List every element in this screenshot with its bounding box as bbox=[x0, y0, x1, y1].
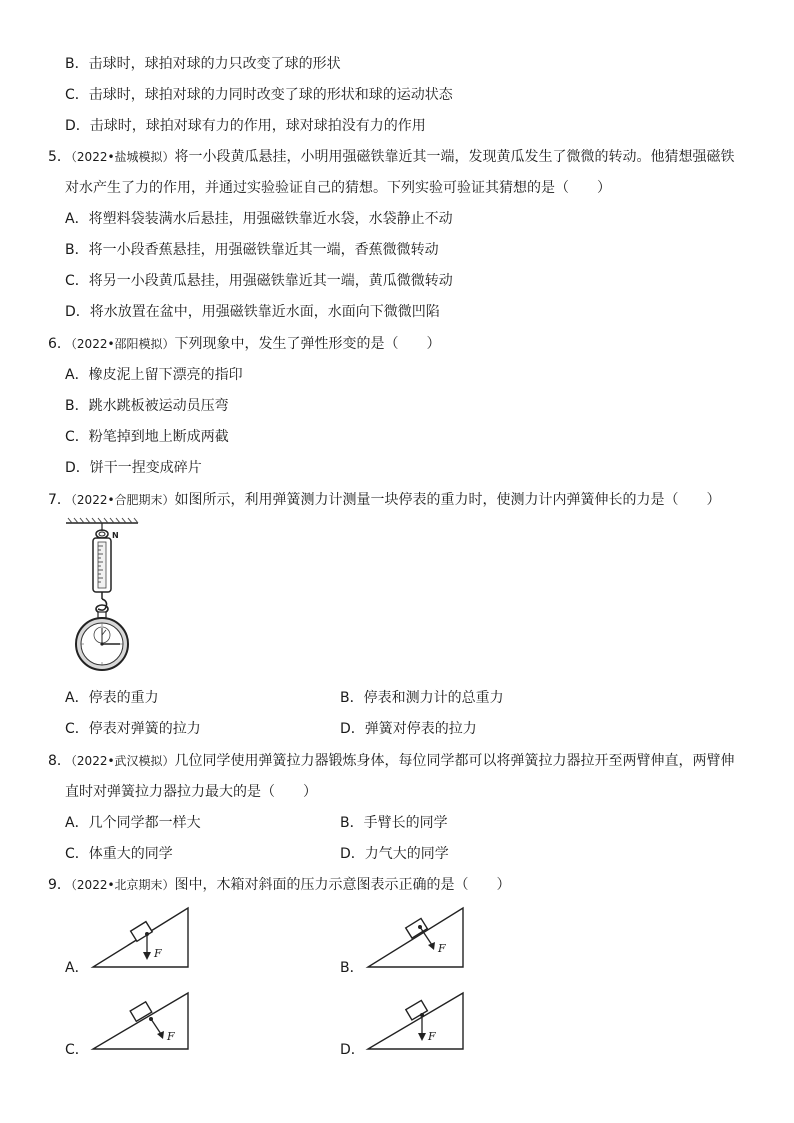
q5-option-a: A．将塑料袋装满水后悬挂，用强磁铁靠近水袋，水袋静止不动 bbox=[65, 211, 453, 227]
spring-scale-stopwatch-figure bbox=[60, 515, 160, 680]
force-label: F bbox=[428, 1030, 436, 1043]
q9-number: 9． bbox=[48, 877, 71, 893]
q5-stem bbox=[48, 147, 735, 167]
q8-option-a: A．几个同学都一样大 bbox=[65, 815, 201, 831]
ceiling-hatch bbox=[66, 518, 138, 523]
q7-option-b: B．停表和测力计的总重力 bbox=[340, 690, 504, 706]
q9-option-c-figure bbox=[90, 990, 200, 1052]
q7-number: 7． bbox=[48, 492, 71, 508]
q6-option-a: A．橡皮泥上留下漂亮的指印 bbox=[65, 367, 243, 383]
q5-stem-text: 将一小段黄瓜悬挂，小明用强磁铁靠近其一端，发现黄瓜发生了微微的转动。他猜想强磁铁 bbox=[174, 149, 735, 165]
q9-stem bbox=[48, 875, 511, 895]
q9-stem-text: 图中，木箱对斜面的压力示意图表示正确的是（ ） bbox=[174, 877, 511, 893]
q8-source: （2022•武汉模拟） bbox=[70, 754, 175, 768]
stopwatch bbox=[76, 618, 128, 670]
q6-source: （2022•邵阳模拟） bbox=[70, 337, 175, 351]
q5-stem-line2: 对水产生了力的作用，并通过实验验证自己的猜想。下列实验可验证其猜想的是（ ） bbox=[65, 180, 611, 196]
incline bbox=[368, 993, 463, 1049]
q6-option-d: D．饼干一捏变成碎片 bbox=[65, 460, 202, 476]
q7-stem-text: 如图所示，利用弹簧测力计测量一块停表的重力时，使测力计内弹簧伸长的力是（ ） bbox=[174, 492, 721, 508]
q5-number: 5． bbox=[48, 149, 71, 165]
q7-stem bbox=[48, 490, 721, 510]
q7-option-c: C．停表对弹簧的拉力 bbox=[65, 721, 201, 737]
q6-option-b: B．跳水跳板被运动员压弯 bbox=[65, 398, 229, 414]
q9-option-d-label: D． bbox=[340, 1042, 365, 1058]
q5-option-c: C．将另一小段黄瓜悬挂，用强磁铁靠近其一端，黄瓜微微转动 bbox=[65, 273, 453, 289]
q9-option-d-figure bbox=[365, 990, 475, 1052]
q4-option-b: B．击球时，球拍对球的力只改变了球的形状 bbox=[65, 56, 341, 72]
q6-option-c: C．粉笔掉到地上断成两截 bbox=[65, 429, 229, 445]
q9-option-b-figure bbox=[365, 905, 475, 970]
force-label: F bbox=[167, 1030, 175, 1043]
q9-option-c-label: C． bbox=[65, 1042, 89, 1058]
q9-option-b-label: B． bbox=[340, 960, 364, 976]
q4-option-c: C．击球时，球拍对球的力同时改变了球的形状和球的运动状态 bbox=[65, 87, 453, 103]
scale-unit-label: N bbox=[112, 531, 119, 540]
q5-option-d: D．将水放置在盆中，用强磁铁靠近水面，水面向下微微凹陷 bbox=[65, 304, 440, 320]
incline bbox=[368, 908, 463, 967]
q8-option-b: B．手臂长的同学 bbox=[340, 815, 448, 831]
q6-number: 6． bbox=[48, 336, 71, 352]
q6-stem bbox=[48, 334, 441, 354]
crate bbox=[406, 918, 428, 938]
q8-stem bbox=[48, 751, 735, 771]
q8-option-d: D．力气大的同学 bbox=[340, 846, 449, 862]
q8-option-c: C．体重大的同学 bbox=[65, 846, 173, 862]
q8-stem-line2: 直时对弹簧拉力器拉力最大的是（ ） bbox=[65, 784, 317, 800]
force-label: F bbox=[154, 947, 162, 960]
q7-option-a: A．停表的重力 bbox=[65, 690, 159, 706]
force-label: F bbox=[438, 942, 446, 955]
q9-option-a-figure bbox=[90, 905, 200, 970]
q6-stem-text: 下列现象中，发生了弹性形变的是（ ） bbox=[174, 336, 441, 352]
q9-option-a-label: A． bbox=[65, 960, 89, 976]
q8-number: 8． bbox=[48, 753, 71, 769]
crate bbox=[131, 922, 153, 942]
q8-stem-text: 几位同学使用弹簧拉力器锻炼身体，每位同学都可以将弹簧拉力器拉开至两臂伸直，两臂伸 bbox=[174, 753, 735, 769]
q5-option-b: B．将一小段香蕉悬挂，用强磁铁靠近其一端，香蕉微微转动 bbox=[65, 242, 439, 258]
q5-source: （2022•盐城模拟） bbox=[70, 150, 175, 164]
force-arrow bbox=[151, 1019, 161, 1034]
q4-option-d: D．击球时，球拍对球有力的作用，球对球拍没有力的作用 bbox=[65, 118, 426, 134]
q7-source: （2022•合肥期末） bbox=[70, 493, 175, 507]
q9-source: （2022•北京期末） bbox=[70, 878, 175, 892]
q7-option-d: D．弹簧对停表的拉力 bbox=[340, 721, 477, 737]
crate bbox=[130, 1002, 152, 1021]
crate bbox=[406, 1000, 428, 1019]
